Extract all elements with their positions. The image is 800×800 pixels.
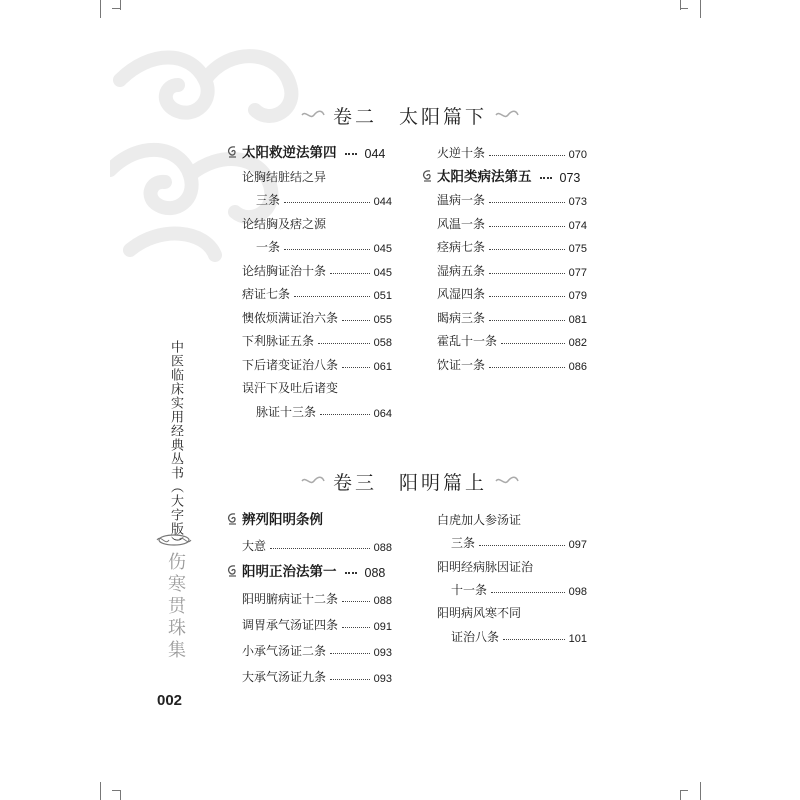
toc-page-number: 055 bbox=[373, 313, 392, 326]
toc-label: 风湿四条 bbox=[437, 287, 486, 301]
toc-page-number: 064 bbox=[373, 407, 392, 420]
toc-label: 下利脉证五条 bbox=[242, 334, 315, 348]
toc-page-number: 074 bbox=[568, 219, 587, 232]
ornament-icon bbox=[301, 110, 325, 120]
leader-dots bbox=[342, 627, 370, 628]
leader-dots bbox=[540, 177, 552, 179]
chapter-bullet-icon bbox=[226, 145, 239, 159]
toc-entry bbox=[451, 531, 587, 551]
leader-dots bbox=[330, 653, 370, 654]
toc-page-number: 097 bbox=[568, 539, 587, 552]
crop-mark bbox=[112, 790, 120, 791]
leader-dots bbox=[270, 548, 370, 549]
leader-dots bbox=[318, 343, 370, 344]
toc-page-number: 075 bbox=[568, 243, 587, 255]
toc-entry bbox=[437, 329, 587, 349]
toc-label: 调胃承气汤证四条 bbox=[242, 617, 339, 632]
toc-page-number: 088 bbox=[373, 594, 392, 607]
toc-page-number: 070 bbox=[568, 149, 587, 161]
toc-text-line bbox=[437, 601, 521, 621]
toc-label: 下后诸变证治八条 bbox=[242, 357, 339, 372]
leader-dots bbox=[320, 414, 370, 415]
section-title-text: 卷三 阳明篇上 bbox=[332, 471, 487, 494]
toc-text-line bbox=[242, 212, 326, 232]
toc-label: 论结胸及痞之源 bbox=[242, 216, 327, 231]
crop-mark bbox=[120, 0, 121, 10]
leader-dots bbox=[284, 249, 370, 250]
toc-label: 一条 bbox=[256, 240, 281, 254]
leader-dots bbox=[489, 202, 565, 203]
toc-entry bbox=[242, 587, 392, 607]
leader-dots bbox=[342, 367, 370, 368]
section-title bbox=[300, 466, 520, 496]
toc-entry bbox=[242, 306, 392, 326]
leader-dots bbox=[345, 153, 357, 155]
leader-dots bbox=[489, 273, 565, 274]
leader-dots bbox=[491, 592, 565, 593]
series-title: 中医临床实用经典丛书（大字版） bbox=[168, 340, 183, 550]
ornament-icon bbox=[155, 532, 193, 548]
page-number: 002 bbox=[157, 692, 183, 709]
section-title-text: 卷二 太阳篇下 bbox=[332, 105, 487, 128]
leader-dots bbox=[503, 639, 565, 640]
leader-dots bbox=[501, 343, 565, 344]
toc-label: 温病一条 bbox=[437, 193, 486, 207]
toc-label: 十一条 bbox=[451, 582, 488, 597]
toc-entry bbox=[242, 613, 392, 633]
leader-dots bbox=[479, 545, 565, 546]
toc-label: 大承气汤证九条 bbox=[242, 670, 327, 685]
leader-dots bbox=[489, 320, 565, 321]
crop-mark bbox=[100, 782, 101, 800]
toc-page-number: 091 bbox=[373, 620, 392, 633]
ornament-icon bbox=[301, 476, 325, 486]
toc-label: 痉病七条 bbox=[437, 240, 486, 254]
ornament-icon bbox=[495, 476, 519, 486]
toc-label: 火逆十条 bbox=[437, 146, 486, 160]
toc-page-number: 073 bbox=[559, 170, 581, 185]
toc-page-number: 086 bbox=[568, 360, 587, 373]
toc-entry bbox=[437, 306, 587, 326]
toc-entry bbox=[256, 400, 392, 420]
leader-dots bbox=[330, 273, 370, 274]
toc-label: 三条 bbox=[451, 536, 476, 551]
toc-label: 辨列阳明条例 bbox=[242, 512, 323, 528]
toc-label: 三条 bbox=[256, 193, 281, 207]
book-title: 伤寒贯珠集 bbox=[165, 552, 186, 662]
toc-text-line bbox=[242, 376, 338, 396]
toc-text-line bbox=[437, 508, 521, 528]
toc-label: 湿病五条 bbox=[437, 263, 486, 278]
toc-label: 饮证一条 bbox=[437, 357, 486, 372]
toc-page-number: 081 bbox=[568, 313, 587, 326]
toc-label: 小承气汤证二条 bbox=[242, 644, 327, 658]
toc-label: 论胸结脏结之异 bbox=[242, 169, 327, 184]
toc-entry bbox=[451, 578, 587, 598]
toc-label: 太阳救逆法第四 bbox=[242, 145, 337, 161]
toc-page-number: 044 bbox=[364, 147, 386, 161]
toc-entry bbox=[242, 639, 392, 659]
toc-label: 证治八条 bbox=[451, 629, 500, 644]
toc-chapter bbox=[242, 508, 323, 528]
toc-label: 痞证七条 bbox=[242, 287, 291, 301]
crop-mark bbox=[680, 8, 688, 9]
toc-entry bbox=[437, 282, 587, 302]
toc-entry bbox=[437, 141, 587, 161]
toc-chapter bbox=[242, 141, 392, 161]
toc-page-number: 088 bbox=[364, 566, 386, 581]
leader-dots bbox=[489, 155, 565, 156]
toc-label: 白虎加人参汤证 bbox=[437, 513, 522, 527]
toc-label: 脉证十三条 bbox=[256, 404, 317, 419]
toc-label: 阳明经病脉因证治 bbox=[437, 559, 534, 574]
toc-page-number: 093 bbox=[373, 673, 392, 686]
toc-page-number: 051 bbox=[373, 290, 392, 302]
toc-entry bbox=[437, 353, 587, 373]
ornament-icon bbox=[495, 110, 519, 120]
crop-mark bbox=[120, 790, 121, 800]
crop-mark bbox=[700, 782, 701, 800]
toc-entry bbox=[242, 534, 392, 554]
toc-entry bbox=[242, 282, 392, 302]
leader-dots bbox=[284, 202, 370, 203]
toc-chapter bbox=[437, 165, 587, 185]
toc-page-number: 061 bbox=[373, 360, 392, 373]
toc-entry bbox=[242, 665, 392, 685]
toc-label: 误汗下及吐后诸变 bbox=[242, 381, 339, 395]
toc-page-number: 077 bbox=[568, 266, 587, 279]
toc-label: 阳明腑病证十二条 bbox=[242, 591, 339, 606]
toc-text-line bbox=[437, 555, 533, 575]
toc-entry bbox=[451, 625, 587, 645]
crop-mark bbox=[100, 0, 101, 18]
toc-entry bbox=[437, 212, 587, 232]
chapter-bullet-icon bbox=[226, 564, 239, 578]
toc-page-number: 045 bbox=[373, 243, 392, 255]
toc-entry bbox=[437, 259, 587, 279]
toc-page-number: 093 bbox=[373, 647, 392, 659]
toc-label: 霍乱十一条 bbox=[437, 334, 498, 348]
crop-mark bbox=[680, 790, 681, 800]
toc-label: 阳明病风寒不同 bbox=[437, 606, 522, 621]
leader-dots bbox=[489, 226, 565, 227]
toc-label: 大意 bbox=[242, 539, 267, 554]
toc-entry bbox=[256, 188, 392, 208]
leader-dots bbox=[294, 296, 370, 297]
leader-dots bbox=[489, 296, 565, 297]
toc-page-number: 044 bbox=[373, 196, 392, 208]
toc-chapter bbox=[242, 560, 392, 580]
toc-entry bbox=[437, 235, 587, 255]
leader-dots bbox=[489, 249, 565, 250]
toc-page-number: 098 bbox=[568, 585, 587, 598]
toc-page-number: 079 bbox=[568, 290, 587, 302]
crop-mark bbox=[112, 8, 120, 9]
toc-page-number: 101 bbox=[568, 632, 587, 645]
toc-label: 懊侬烦满证治六条 bbox=[242, 310, 339, 325]
leader-dots bbox=[342, 601, 370, 602]
toc-page-number: 073 bbox=[568, 196, 587, 208]
leader-dots bbox=[342, 320, 370, 321]
leader-dots bbox=[345, 572, 357, 574]
leader-dots bbox=[330, 679, 370, 680]
toc-entry bbox=[437, 188, 587, 208]
toc-page-number: 045 bbox=[373, 266, 392, 279]
toc-entry bbox=[242, 329, 392, 349]
toc-entry bbox=[242, 353, 392, 373]
toc-page-number: 058 bbox=[373, 337, 392, 349]
toc-entry bbox=[242, 259, 392, 279]
crop-mark bbox=[700, 0, 701, 18]
toc-label: 论结胸证治十条 bbox=[242, 263, 327, 278]
toc-label: 暍病三条 bbox=[437, 310, 486, 325]
crop-mark bbox=[680, 790, 688, 791]
toc-label: 太阳类病法第五 bbox=[437, 168, 532, 185]
toc-entry bbox=[256, 235, 392, 255]
toc-label: 阳明正治法第一 bbox=[242, 564, 337, 581]
toc-page-number: 088 bbox=[373, 542, 392, 555]
section-title bbox=[300, 100, 520, 130]
leader-dots bbox=[489, 367, 565, 368]
chapter-bullet-icon bbox=[226, 512, 239, 526]
toc-label: 风温一条 bbox=[437, 216, 486, 231]
chapter-bullet-icon bbox=[421, 169, 434, 183]
toc-text-line bbox=[242, 165, 326, 185]
toc-page-number: 082 bbox=[568, 337, 587, 349]
